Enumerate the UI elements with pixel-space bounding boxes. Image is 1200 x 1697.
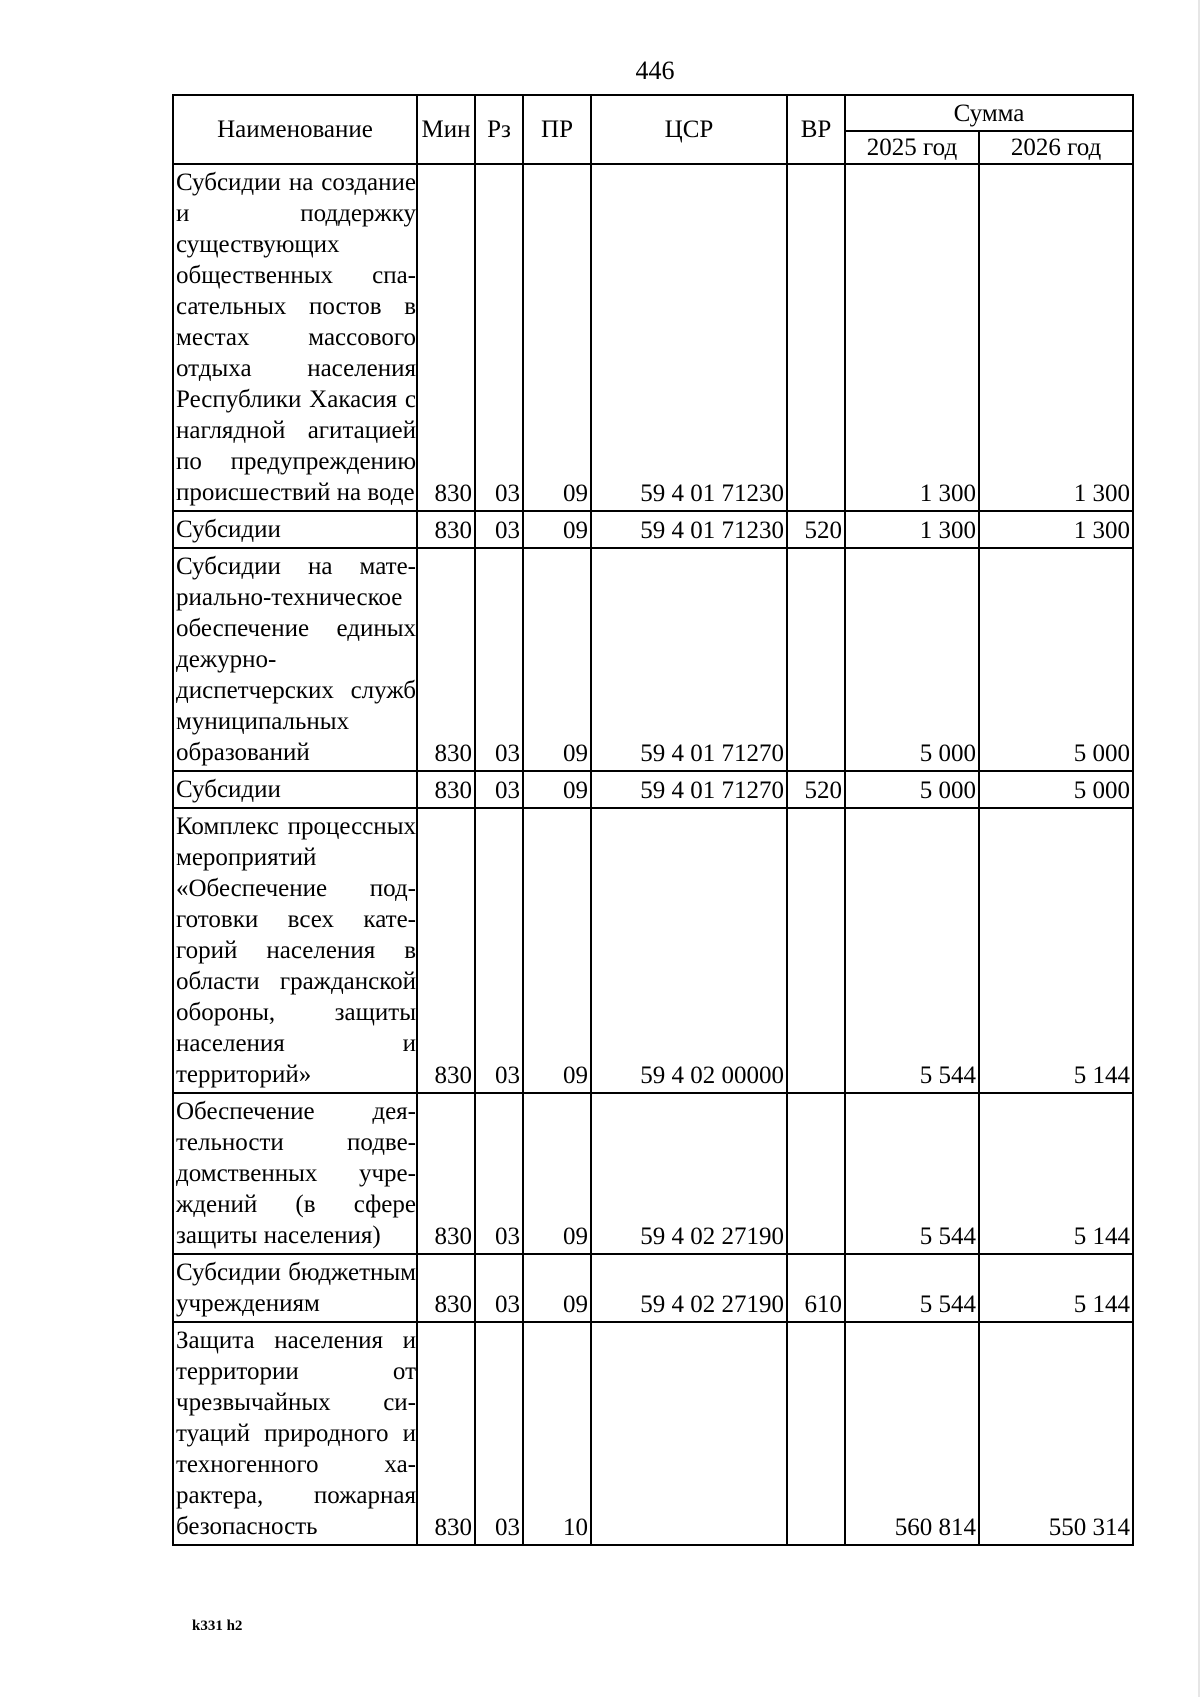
table-row: [173, 1254, 1133, 1322]
row-vr: [787, 1093, 845, 1254]
row-name: Субсидии: [173, 511, 417, 548]
row-pr: 10: [523, 1322, 591, 1545]
row-name: Обеспечение деятельности подведомственных учреждений (в сфере защиты населения): [173, 1093, 417, 1254]
row-min: 830: [417, 164, 475, 511]
table-row: [173, 548, 1133, 771]
row-rz: 03: [475, 1322, 523, 1545]
row-pr: 09: [523, 771, 591, 808]
row-csr: 59 4 01 71270: [591, 771, 787, 808]
row-rz: 03: [475, 1093, 523, 1254]
row-rz: 03: [475, 771, 523, 808]
row-vr: 610: [787, 1254, 845, 1322]
row-pr: 09: [523, 1254, 591, 1322]
row-2025: 5 544: [845, 1093, 979, 1254]
header-rz: Рз: [475, 95, 523, 164]
table-row: [173, 511, 1133, 548]
header-name: Наименование: [173, 95, 417, 164]
budget-table: [172, 94, 1134, 1546]
row-vr: 520: [787, 771, 845, 808]
row-min: 830: [417, 1093, 475, 1254]
row-min: 830: [417, 1322, 475, 1545]
row-name: Субсидии: [173, 771, 417, 808]
table-row: [173, 808, 1133, 1093]
row-2026: 5 000: [979, 771, 1133, 808]
row-rz: 03: [475, 548, 523, 771]
row-name: Субсидии на создание и поддержку существующих общественных спасательных постов в местах массового отдыха населения Республики Хакасия с наглядной агитацией по предупреждению происшествий на воде: [173, 164, 417, 511]
row-2025: 5 000: [845, 771, 979, 808]
row-2026: 1 300: [979, 164, 1133, 511]
table-body: [173, 164, 1133, 1545]
footer-code: k331 h2: [192, 1618, 243, 1634]
row-2025: 1 300: [845, 511, 979, 548]
row-csr: 59 4 02 27190: [591, 1093, 787, 1254]
header-year-2025: 2025 год: [845, 131, 979, 164]
table-row: [173, 1093, 1133, 1254]
row-pr: 09: [523, 511, 591, 548]
row-vr: [787, 548, 845, 771]
header-vr: ВР: [787, 95, 845, 164]
row-vr: [787, 1322, 845, 1545]
row-csr: 59 4 01 71270: [591, 548, 787, 771]
row-name: Субсидии на материально-техническое обеспечение единых дежурно-диспетчерских служб муниципальных образований: [173, 548, 417, 771]
page-number: 446: [635, 56, 675, 85]
row-2025: 1 300: [845, 164, 979, 511]
row-min: 830: [417, 548, 475, 771]
row-min: 830: [417, 1254, 475, 1322]
row-rz: 03: [475, 164, 523, 511]
table-row: [173, 164, 1133, 511]
row-csr: 59 4 01 71230: [591, 511, 787, 548]
row-2026: 5 000: [979, 548, 1133, 771]
row-2026: 5 144: [979, 1093, 1133, 1254]
row-pr: 09: [523, 164, 591, 511]
row-rz: 03: [475, 808, 523, 1093]
row-csr: 59 4 02 27190: [591, 1254, 787, 1322]
row-min: 830: [417, 511, 475, 548]
row-csr: [591, 1322, 787, 1545]
row-name: Защита населения и территории от чрезвычайных ситуаций природного и техногенного характера, пожарная безопасность: [173, 1322, 417, 1545]
row-2025: 5 000: [845, 548, 979, 771]
row-min: 830: [417, 808, 475, 1093]
table-row: [173, 1322, 1133, 1545]
row-vr: [787, 808, 845, 1093]
row-name: Субсидии бюджетным учреждениям: [173, 1254, 417, 1322]
row-2025: 5 544: [845, 1254, 979, 1322]
row-min: 830: [417, 771, 475, 808]
row-csr: 59 4 01 71230: [591, 164, 787, 511]
row-2026: 5 144: [979, 808, 1133, 1093]
row-rz: 03: [475, 511, 523, 548]
row-pr: 09: [523, 1093, 591, 1254]
row-2026: 1 300: [979, 511, 1133, 548]
row-name: Комплекс процессных мероприятий «Обеспечение подготовки всех категорий населения в области гражданской обороны, защиты населения и территорий»: [173, 808, 417, 1093]
row-csr: 59 4 02 00000: [591, 808, 787, 1093]
row-2026: 550 314: [979, 1322, 1133, 1545]
header-min: Мин: [417, 95, 475, 164]
row-2025: 5 544: [845, 808, 979, 1093]
row-rz: 03: [475, 1254, 523, 1322]
row-vr: 520: [787, 511, 845, 548]
row-pr: 09: [523, 808, 591, 1093]
row-2026: 5 144: [979, 1254, 1133, 1322]
row-vr: [787, 164, 845, 511]
header-pr: ПР: [523, 95, 591, 164]
header-csr: ЦСР: [591, 95, 787, 164]
row-2025: 560 814: [845, 1322, 979, 1545]
header-year-2026: 2026 год: [979, 131, 1133, 164]
header-sum: Сумма: [845, 95, 1133, 131]
row-pr: 09: [523, 548, 591, 771]
table-row: [173, 771, 1133, 808]
